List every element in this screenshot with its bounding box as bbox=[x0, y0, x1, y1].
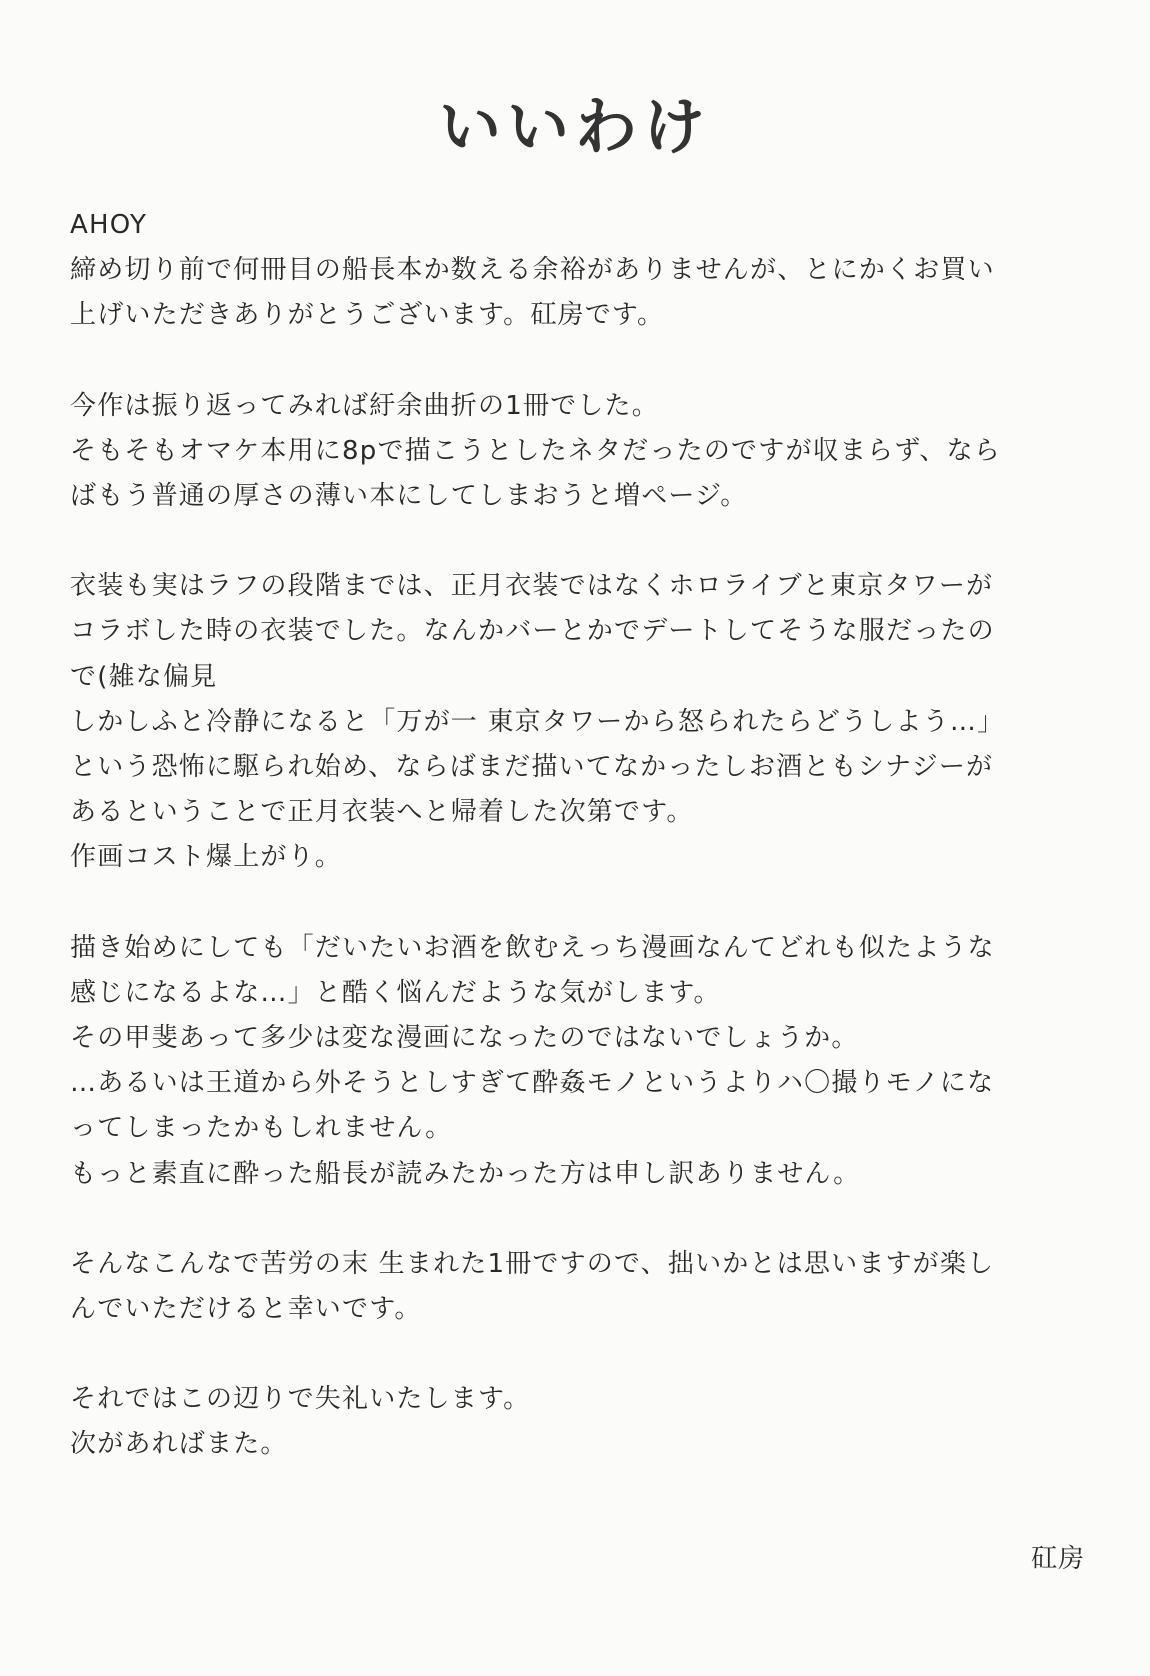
paragraph bbox=[70, 1377, 1080, 1467]
text-line: しかしふと冷静になると「万が一 東京タワーから怒られたらどうしよう…」 bbox=[70, 706, 1005, 737]
text-line: そもそもオマケ本用に8pで描こうとしたネタだったのですが収まらず、なら bbox=[70, 435, 1001, 466]
paragraph bbox=[70, 384, 1080, 520]
text-line: 感じになるよな…」と酷く悩んだような気がします。 bbox=[70, 977, 721, 1008]
page-title: いいわけ bbox=[438, 90, 711, 163]
text-line: 締め切り前で何冊目の船長本か数える余裕がありませんが、とにかくお買い bbox=[70, 255, 995, 286]
text-line: コラボした時の衣装でした。なんかバーとかでデートしてそうな服だったの bbox=[70, 616, 995, 647]
paragraph bbox=[70, 564, 1080, 880]
text-line: 今作は振り返ってみれば紆余曲折の1冊でした。 bbox=[70, 390, 659, 421]
text-line: んでいただけると幸いです。 bbox=[70, 1294, 422, 1325]
text-line: という恐怖に駆られ始め、ならばまだ描いてなかったしお酒ともシナジーが bbox=[70, 752, 994, 783]
paragraph bbox=[70, 926, 1080, 1197]
paragraph bbox=[70, 203, 1080, 339]
text-line: あるということで正月衣装へと帰着した次第です。 bbox=[70, 797, 694, 828]
text-line: 作画コスト爆上がり。 bbox=[70, 842, 343, 873]
text-line: AHOY bbox=[70, 210, 148, 240]
text-line: …あるいは王道から外そうとしすぎて酔姦モノというよりハ〇撮りモノにな bbox=[70, 1068, 995, 1099]
afterword-body bbox=[70, 203, 1080, 1513]
text-line: ってしまったかもしれません。 bbox=[70, 1113, 453, 1144]
text-line: 上げいただきありがとうございます。矼房です。 bbox=[70, 300, 665, 331]
text-line: 衣装も実はラフの段階までは、正月衣装ではなくホロライブと東京タワーが bbox=[70, 571, 994, 602]
text-line: もっと素直に酔った船長が読みたかった方は申し訳ありません。 bbox=[70, 1158, 861, 1189]
author-signature: 矼房 bbox=[1030, 1544, 1085, 1574]
text-line: ばもう普通の厚さの薄い本にしてしまおうと増ページ。 bbox=[70, 481, 748, 512]
paragraph bbox=[70, 1242, 1080, 1332]
text-line: 描き始めにしても「だいたいお酒を飲むえっち漫画なんてどれも似たような bbox=[70, 932, 995, 963]
text-line: その甲斐あって多少は変な漫画になったのではないでしょうか。 bbox=[70, 1023, 859, 1054]
text-line: それではこの辺りで失礼いたします。 bbox=[70, 1384, 531, 1415]
text-line: 次があればまた。 bbox=[70, 1429, 288, 1460]
text-line: そんなこんなで苦労の末 生まれた1冊ですので、拙いかとは思いますが楽し bbox=[70, 1248, 995, 1279]
text-line: で(雑な偏見 bbox=[70, 661, 218, 692]
